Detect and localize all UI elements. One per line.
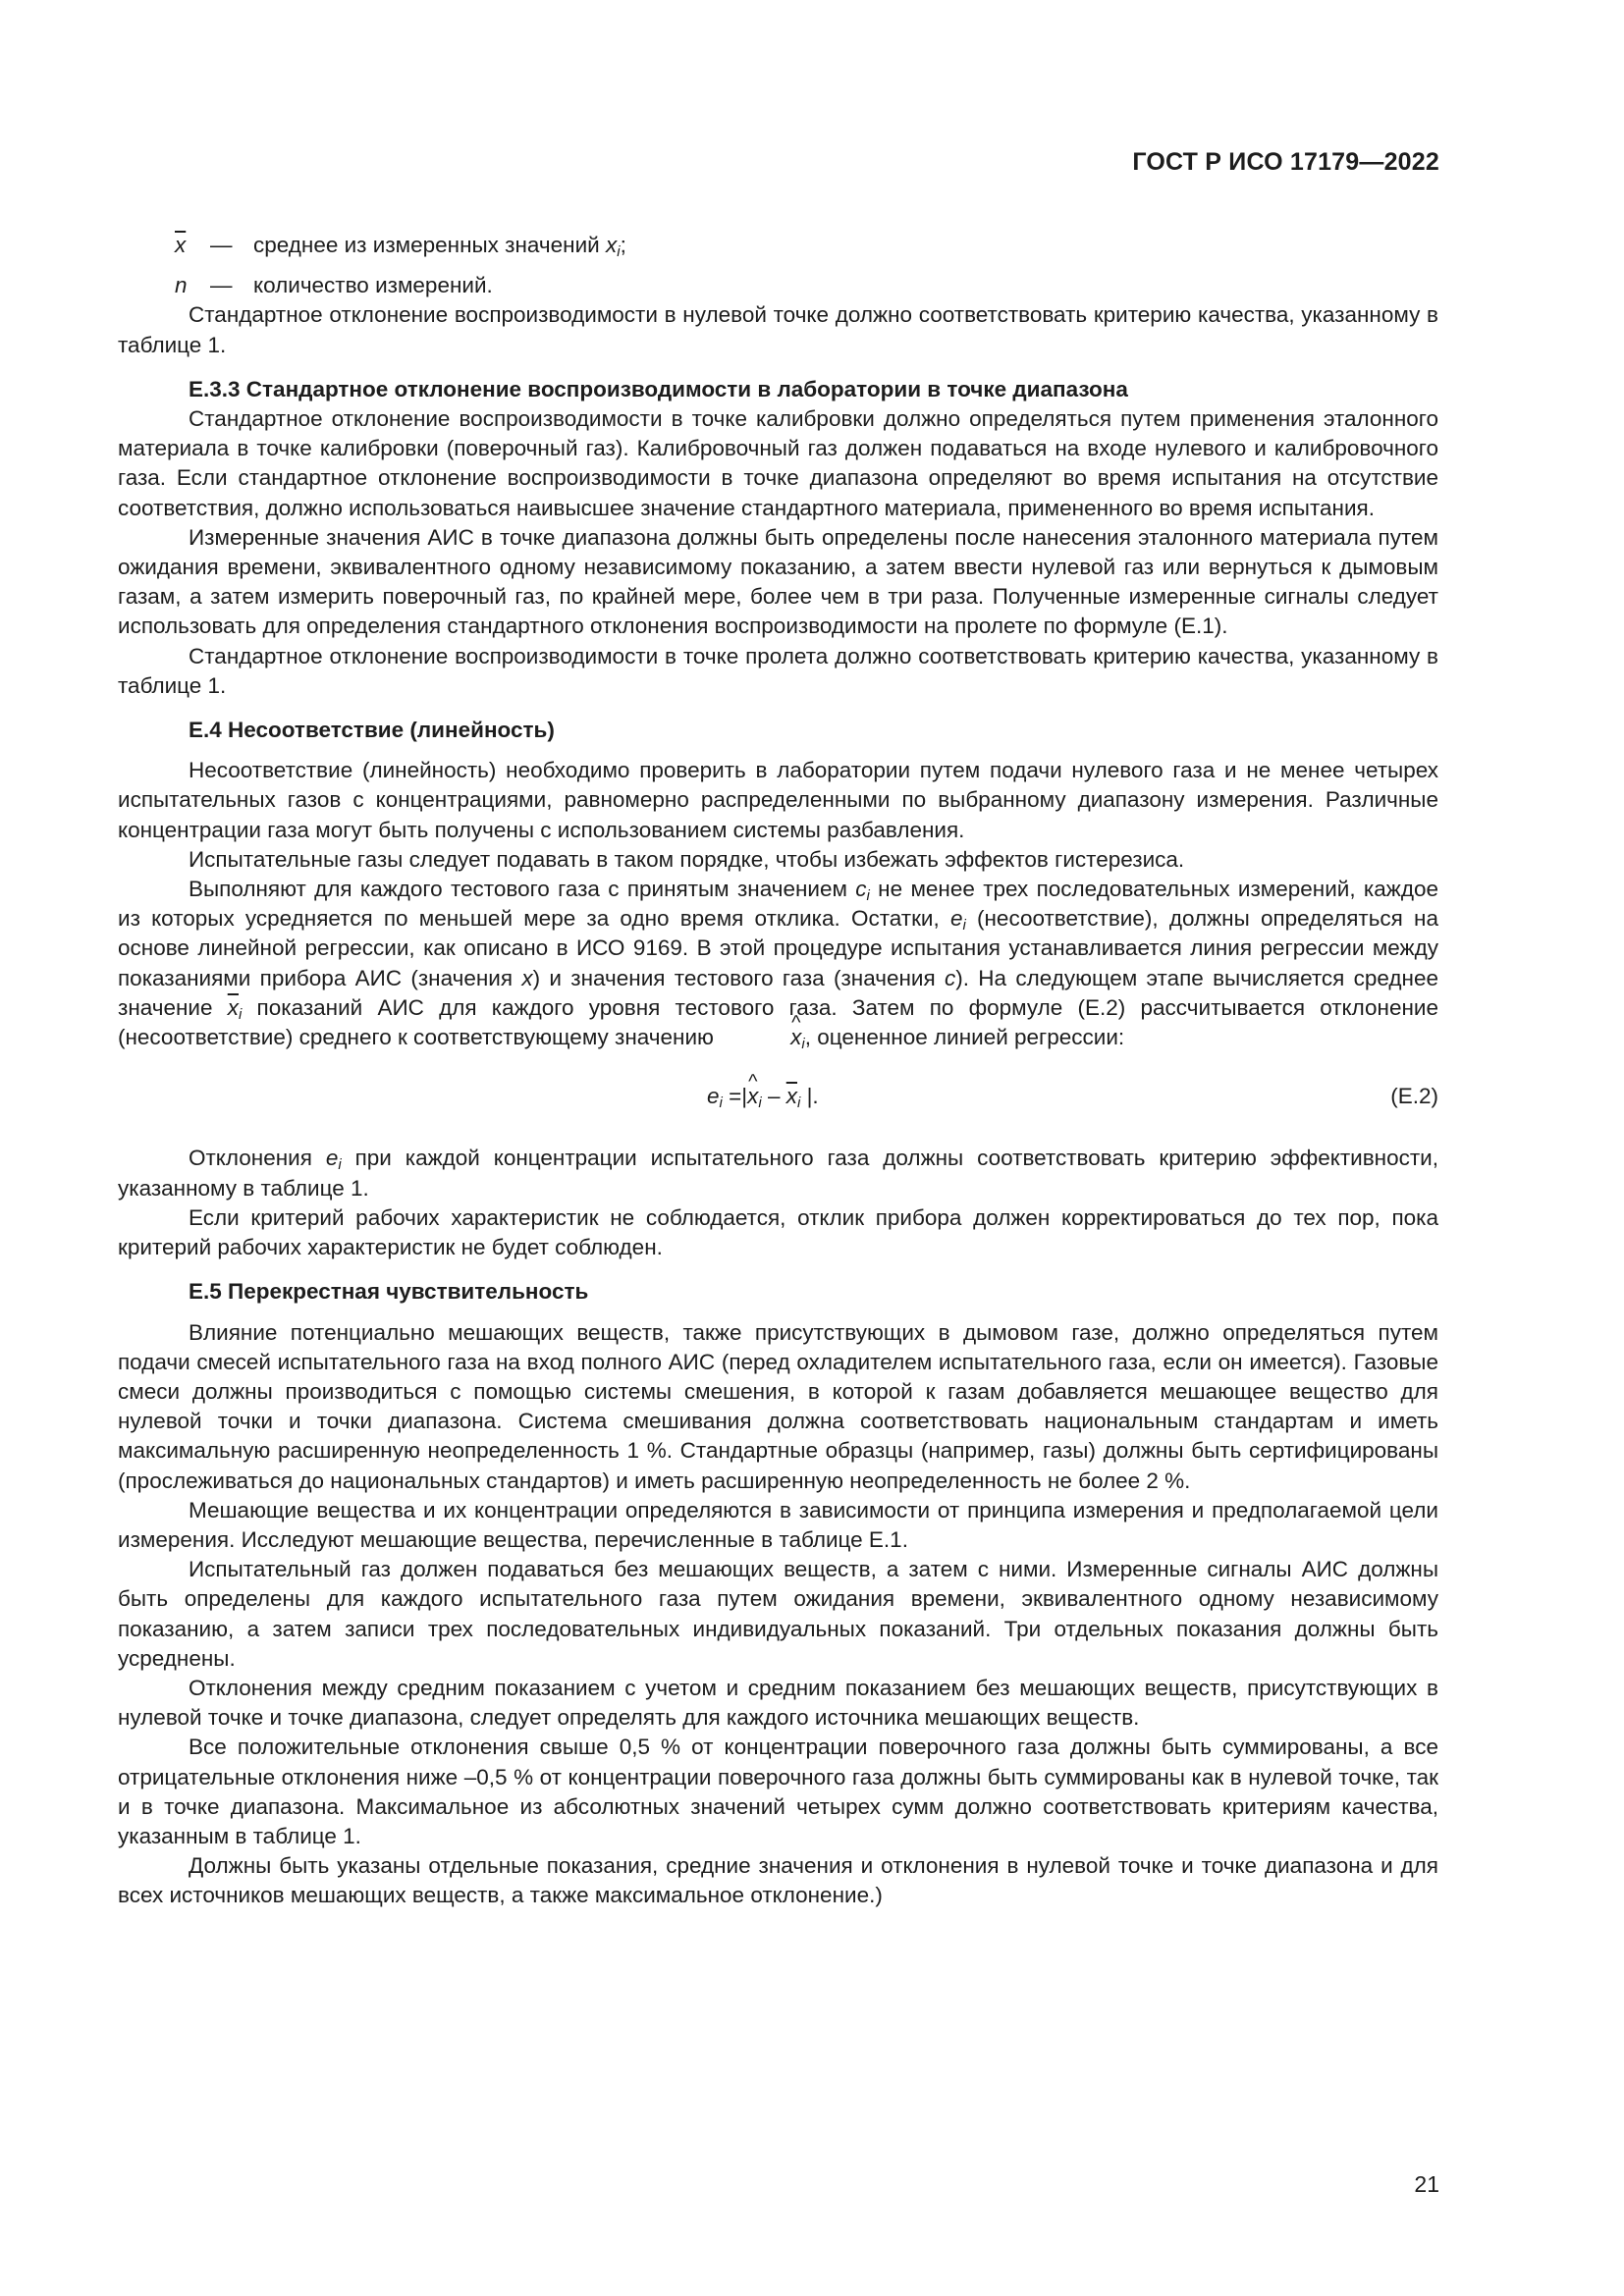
paragraph: Должны быть указаны отдельные показания, средние значения и отклонения в нулевой точке и точке диапазона и для всех источников мешающих веществ, а также максимальное отклонение.) bbox=[118, 1853, 1438, 1908]
definition-dash: — bbox=[210, 273, 233, 298]
paragraph: Выполняют для каждого тестового газа с принятым значением $c_i$ не менее трех последовательных измерений, каждое из которых усредняется по меньшей мере за одно время отклика. Остатки, $e_i$ (несоответствие), должны определяться на основе линейной регрессии, как описано в ИСО 9169. В этой процедуре испытания устанавливается линия регрессии между показаниями прибора АИС (значения x) и значения тестового газа (значения c). На следующем этапе вычисляется среднее значение $\overline{x}_i$ показаний АИС для каждого уровня тестового газа. Затем по формуле (Е.2) рассчитывается отклонение (несоответствие) среднего к соответствующему значению ^ $x_i$, оцененное линией регрессии: bbox=[118, 875, 1438, 1052]
paragraph: Мешающие вещества и их концентрации определяются в зависимости от принципа измерения и предполагаемой цели измерения. Исследуют мешающие вещества, перечисленные в таблице Е.1. bbox=[118, 1497, 1438, 1552]
paragraph: Измеренные значения АИС в точке диапазона должны быть определены после нанесения эталонного материала путем ожидания времени, эквивалентного одному независимому показанию, а затем ввести нулевой газ или вернуться к дымовым газам, а затем измерить поверочный газ, по крайней мере, более чем в три раза. Полученные измеренные сигналы следует использовать для определения стандартного отклонения воспроизводимости на пролете по формуле (Е.1). bbox=[118, 524, 1438, 639]
paragraph: Отклонения $e_i$ при каждой концентрации испытательного газа должны соответствовать критерию эффективности, указанному в таблице 1. bbox=[118, 1146, 1438, 1201]
definition-text: среднее из измеренных значений $x_i$; bbox=[253, 233, 626, 260]
page-content bbox=[118, 231, 1438, 1911]
section-heading-e33: Е.3.3 Стандартное отклонение воспроизводимости в лаборатории в точке диапазона bbox=[189, 376, 1128, 401]
document-id-header: ГОСТ Р ИСО 17179—2022 bbox=[1132, 148, 1439, 176]
paragraph: Отклонения между средним показанием с учетом и средним показанием без мешающих веществ, присутствующих в нулевой точке и точке диапазона, следует определять для каждого источника мешающих веществ. bbox=[118, 1675, 1438, 1731]
formula-e2 bbox=[118, 1082, 1438, 1111]
paragraph: Стандартное отклонение воспроизводимости в нулевой точке должно соответствовать критерию качества, указанному в таблице 1. bbox=[118, 302, 1438, 357]
definition-item bbox=[175, 231, 1438, 260]
paragraph: Испытательный газ должен подаваться без мешающих веществ, а затем с ними. Измеренные сигналы АИС должны быть определены для каждого испытательного газа путем ожидания времени, эквивалентного одному независимому показанию, а затем записи трех последовательных индивидуальных показаний. Три отдельных показания должны быть усреднены. bbox=[118, 1557, 1438, 1671]
definition-text: количество измерений. bbox=[253, 273, 493, 298]
definition-dash: — bbox=[210, 233, 233, 257]
definition-item bbox=[175, 271, 1438, 300]
definition-symbol: $\overline{x}$ bbox=[175, 233, 187, 257]
paragraph: Все положительные отклонения свыше 0,5 % от концентрации поверочного газа должны быть суммированы, а все отрицательные отклонения ниже –0,5 % от концентрации поверочного газа должны быть суммированы как в нулевой точке, так и в точке диапазона. Максимальное из абсолютных значений четырех сумм должно соответствовать критериям качества, указанным в таблице 1. bbox=[118, 1735, 1438, 1848]
paragraph: Несоответствие (линейность) необходимо проверить в лаборатории путем подачи нулевого газа и не менее четырех испытательных газов с концентрациями, равномерно распределенными по выбранному диапазону измерения. Различные концентрации газа могут быть получены с использованием системы разбавления. bbox=[118, 758, 1438, 842]
definition-symbol: n bbox=[175, 273, 188, 298]
page-number: 21 bbox=[1414, 2171, 1439, 2197]
section-heading-e4: Е.4 Несоответствие (линейность) bbox=[189, 718, 555, 743]
paragraph: Стандартное отклонение воспроизводимости в точке калибровки должно определяться путем применения эталонного материала в точке калибровки (поверочный газ). Калибровочный газ должен подаваться на входе нулевого и калибровочного газа. Если стандартное отклонение воспроизводимости в точке диапазона определяют во время испытания на отсутствие соответствия, должно использоваться наивысшее значение стандартного материала, примененного во время испытания. bbox=[118, 406, 1438, 520]
paragraph: Испытательные газы следует подавать в таком порядке, чтобы избежать эффектов гистерезиса. bbox=[189, 846, 1185, 872]
paragraph: Если критерий рабочих характеристик не соблюдается, отклик прибора должен корректироваться до тех пор, пока критерий рабочих характеристик не будет соблюден. bbox=[118, 1204, 1438, 1260]
paragraph: Влияние потенциально мешающих веществ, также присутствующих в дымовом газе, должно определяться путем подачи смесей испытательного газа на вход полного АИС (перед охладителем испытательного газа, если он имеется). Газовые смеси должны производиться с помощью системы смешения, в которой к газам добавляется мешающее вещество для нулевой точки и точки диапазона. Система смешивания должна соответствовать национальным стандартам и иметь максимальную расширенную неопределенность 1 %. Стандартные образцы (например, газы) должны быть сертифицированы (прослеживаться до национальных стандартов) и иметь расширенную неопределенность не более 2 %. bbox=[118, 1319, 1438, 1493]
formula-number: (Е.2) bbox=[1390, 1084, 1438, 1109]
paragraph: Стандартное отклонение воспроизводимости в точке пролета должно соответствовать критерию качества, указанному в таблице 1. bbox=[118, 643, 1438, 698]
formula-expression: $e_i$ =|^ $x_i - \overline{x}_i$ |. bbox=[707, 1082, 819, 1111]
section-heading-e5: Е.5 Перекрестная чувствительность bbox=[189, 1279, 589, 1305]
